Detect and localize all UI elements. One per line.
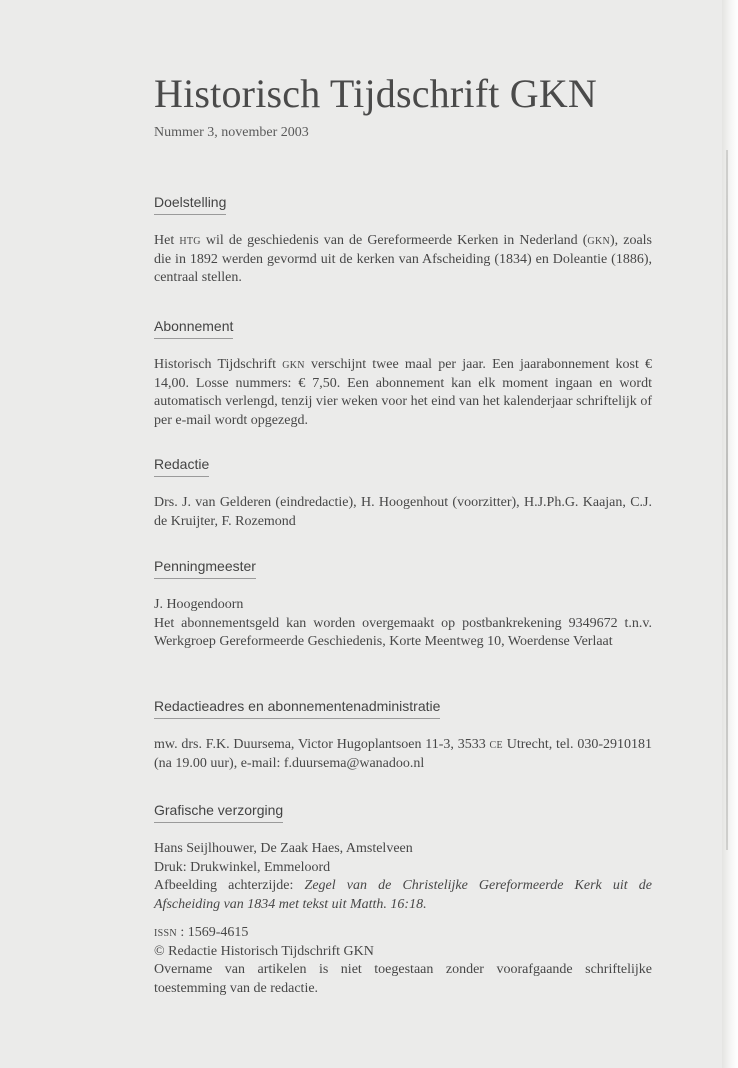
caption-italic: Zegel van de Christelijke Gereformeerde Kerk uit de Afscheiding van 1834 met tekst uit Matth. 16:18. xyxy=(154,878,652,912)
section-body xyxy=(154,736,652,773)
section-redactieadres xyxy=(154,698,652,773)
text: ), zoals die in 1892 werden gevormd uit de kerken van Afscheiding (1834) en Doleantie (1886), centraal stellen. xyxy=(154,233,653,285)
paragraph xyxy=(154,736,652,773)
abbreviation: gkn xyxy=(282,357,305,372)
abbreviation: issn xyxy=(154,925,177,940)
section-body xyxy=(154,232,652,288)
text: Historisch Tijdschrift xyxy=(154,357,277,372)
design-credit: Hans Seijlhouwer, De Zaak Haes, Amstelveen xyxy=(154,841,413,856)
text: Utrecht, tel. 030-2910181 (na 19.00 uur), e-mail: f.duursema@wanadoo.nl xyxy=(154,737,652,771)
notice: Overname van artikelen is niet toegestaan zonder voorafgaande schriftelijke toestemming van de redactie. xyxy=(154,962,652,996)
paragraph xyxy=(154,232,652,288)
text: mw. drs. F.K. Duursema, Victor Hugoplantsoen 11-3, 3533 xyxy=(154,737,486,752)
paragraph: Drs. J. van Gelderen (eindredactie), H. Hoogenhout (voorzitter), H.J.Ph.G. Kaajan, C.J. de Kruijter, F. Rozemond xyxy=(154,495,652,529)
text: wil de geschiedenis van de Gereformeerde Kerken in Nederland ( xyxy=(205,233,588,248)
text: : 1569-4615 xyxy=(180,925,249,940)
section-heading: Redactie xyxy=(154,456,209,477)
copyright: © Redactie Historisch Tijdschrift GKN xyxy=(154,943,374,959)
section-abonnement xyxy=(154,318,652,430)
section-redactie xyxy=(154,456,652,531)
section-heading: Doelstelling xyxy=(154,194,226,215)
section-heading: Abonnement xyxy=(154,318,233,339)
section-heading: Penningmeester xyxy=(154,558,256,579)
abbreviation: gkn xyxy=(587,233,610,248)
colophon xyxy=(154,70,653,996)
text: Het xyxy=(154,233,175,248)
section-body xyxy=(154,356,652,430)
abbreviation: htg xyxy=(179,233,201,248)
treasurer-name: J. Hoogendoorn xyxy=(154,597,244,612)
journal-title: Historisch Tijdschrift GKN xyxy=(154,71,598,116)
text: verschijnt twee maal per jaar. Een jaarabonnement kost € 14,00. Losse nummers: € 7,50. Een abonnement kan elk moment ingaan en wordt automatisch verlengd, tenzij vier weken voor het eind van het kalenderjaar schriftelijk of per e-mail wordt opgezegd. xyxy=(154,357,653,428)
issue-line: Nummer 3, november 2003 xyxy=(154,125,309,140)
section-doelstelling xyxy=(154,194,652,288)
abbreviation: ce xyxy=(489,737,503,752)
issn xyxy=(154,924,652,943)
section-body xyxy=(154,840,652,998)
print-credit: Druk: Drukwinkel, Emmeloord xyxy=(154,859,331,875)
section-body xyxy=(154,596,652,652)
section-heading: Redactieadres en abonnementenadministratie xyxy=(154,698,440,719)
section-penningmeester xyxy=(154,558,652,652)
section-grafische-verzorging xyxy=(154,802,652,998)
text: Afbeelding achterzijde: xyxy=(154,878,294,893)
image-credit xyxy=(154,877,652,914)
paragraph: Het abonnementsgeld kan worden overgemaakt op postbankrekening 9349672 t.n.v. Werkgroep Gereformeerde Geschiedenis, Korte Meentweg 10, Woerdense Verlaat xyxy=(154,615,652,649)
paragraph xyxy=(154,356,652,430)
section-body xyxy=(154,494,652,531)
page-edge xyxy=(722,0,738,1068)
section-heading: Grafische verzorging xyxy=(154,802,283,823)
